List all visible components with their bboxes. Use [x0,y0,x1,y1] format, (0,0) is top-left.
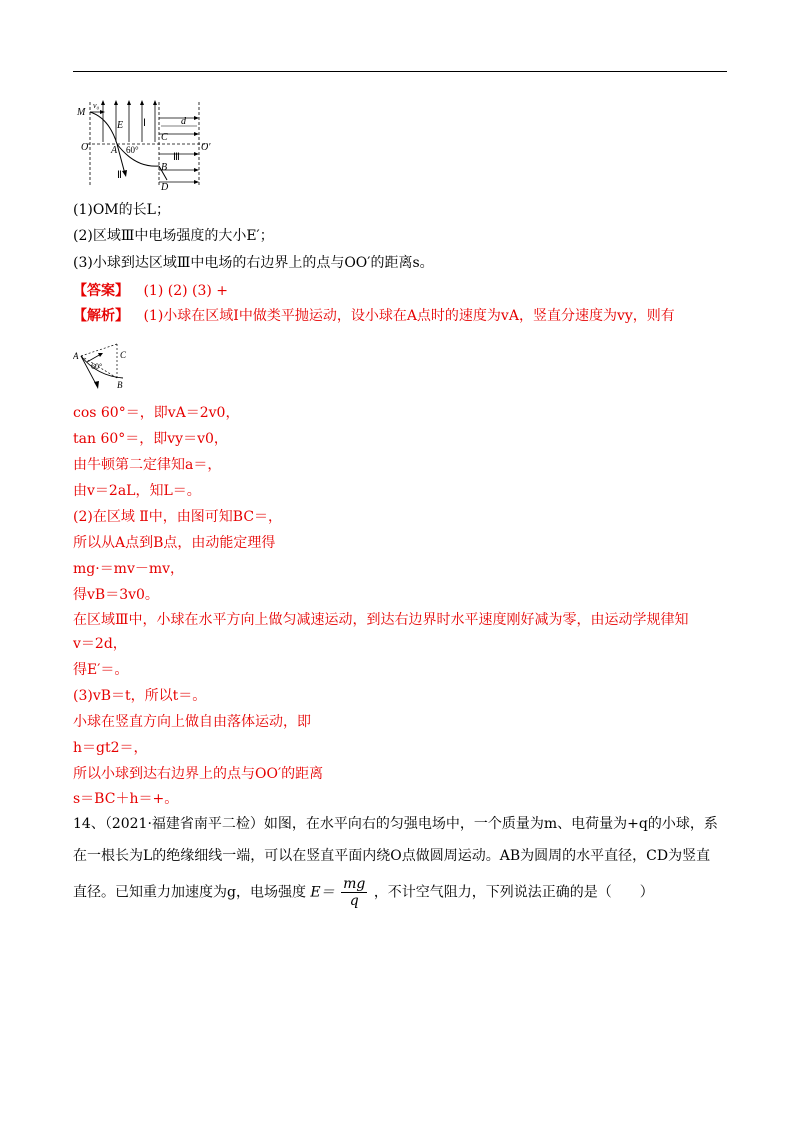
question-14-line-1: 14、（2021·福建省南平二检）如图，在水平向右的匀强电场中，一个质量为m、电荷量为+q的小球，系 [73,816,718,832]
analysis-line-10: v＝2d， [73,636,127,652]
question-14-line-3 [73,876,654,909]
question-3: (3)小球到达区域Ⅲ中电场的右边界上的点与OO′的距离s。 [73,255,434,271]
trajectory-region-1 [90,112,117,144]
label-b: B [161,162,168,173]
label-d: D [161,182,169,193]
analysis-line-14: h＝gt2＝， [73,740,148,756]
label-distance-d: d [181,116,186,127]
field-regions-diagram [73,98,213,194]
fraction-numerator: mg [343,876,366,892]
analysis-line-9: 在区域Ⅲ中，小球在水平方向上做匀减速运动，到达右边界时水平速度刚好减为零，由运动学规律知 [73,612,689,628]
fraction-denominator: q [349,893,359,909]
analysis-tag: 【解析】 [73,308,129,324]
question-2: (2)区域Ⅲ中电场强度的大小E′； [73,228,274,244]
fig2-label-a: A [73,351,79,361]
label-v0: v₀ [93,101,100,110]
analysis-line-11: 得E′＝。 [73,662,129,678]
analysis-intro-line [73,306,675,326]
field-strength-fraction [341,876,367,909]
label-c: C [161,132,168,143]
analysis-line-15: 所以小球到达右边界上的点与OO′的距离 [73,766,324,782]
label-region-3: Ⅲ [173,152,180,163]
header-rule [73,71,727,72]
analysis-line-6: 所以从A点到B点，由动能定理得 [73,535,276,551]
formula-lhs: E＝ [310,884,335,901]
answer-text: (1) (2) (3) + [143,283,229,299]
label-region-1: Ⅰ [143,118,146,129]
label-o-prime: O′ [201,142,211,153]
analysis-line-8: 得vB＝3v0。 [73,587,159,603]
fig2-label-angle: 60° [91,362,103,371]
fig2-label-b: B [117,380,123,390]
label-o: O [81,142,89,153]
field-lines-region-1 [103,102,155,142]
analysis-line-5: (2)在区域 Ⅱ中，由图可知BC＝， [73,509,283,525]
field-arrowheads-region-1 [101,100,157,105]
question-1: (1)OM的长L； [73,202,170,218]
label-angle-60: 60° [126,145,139,155]
question-14-line-3-pre: 直径。已知重力加速度为g，电场强度 [73,884,306,901]
analysis-line-4: 由v＝2aL，知L＝。 [73,483,201,499]
analysis-line-16: s＝BC＋h＝+。 [73,791,179,807]
label-a: A [111,145,118,156]
analysis-line-12: (3)vB＝t，所以t＝。 [73,688,207,704]
question-14-line-3-post: ，不计空气阻力，下列说法正确的是（ ） [373,884,654,901]
answer-line [73,281,228,301]
velocity-triangle-diagram [73,342,135,390]
question-14-line-2: 在一根长为L的绝缘细线一端，可以在竖直平面内绕O点做圆周运动。AB为圆周的水平直径，CD为竖直 [73,848,711,864]
fig2-label-c: C [120,350,127,360]
analysis-line-13: 小球在竖直方向上做自由落体运动，即 [73,714,311,730]
label-e: E [117,120,124,131]
analysis-intro: (1)小球在区域Ⅰ中做类平抛运动，设小球在A点时的速度为vA，竖直分速度为vy，则有 [143,308,675,324]
label-m: M [77,107,86,118]
analysis-line-1: cos 60°＝，即vA＝2v0， [73,405,240,421]
answer-tag: 【答案】 [73,283,129,299]
analysis-line-7: mg·＝mv－mv， [73,561,185,577]
label-region-2: Ⅱ [117,170,122,181]
analysis-line-3: 由牛顿第二定律知a＝， [73,457,222,473]
analysis-line-2: tan 60°＝，即vy＝v0， [73,431,228,447]
